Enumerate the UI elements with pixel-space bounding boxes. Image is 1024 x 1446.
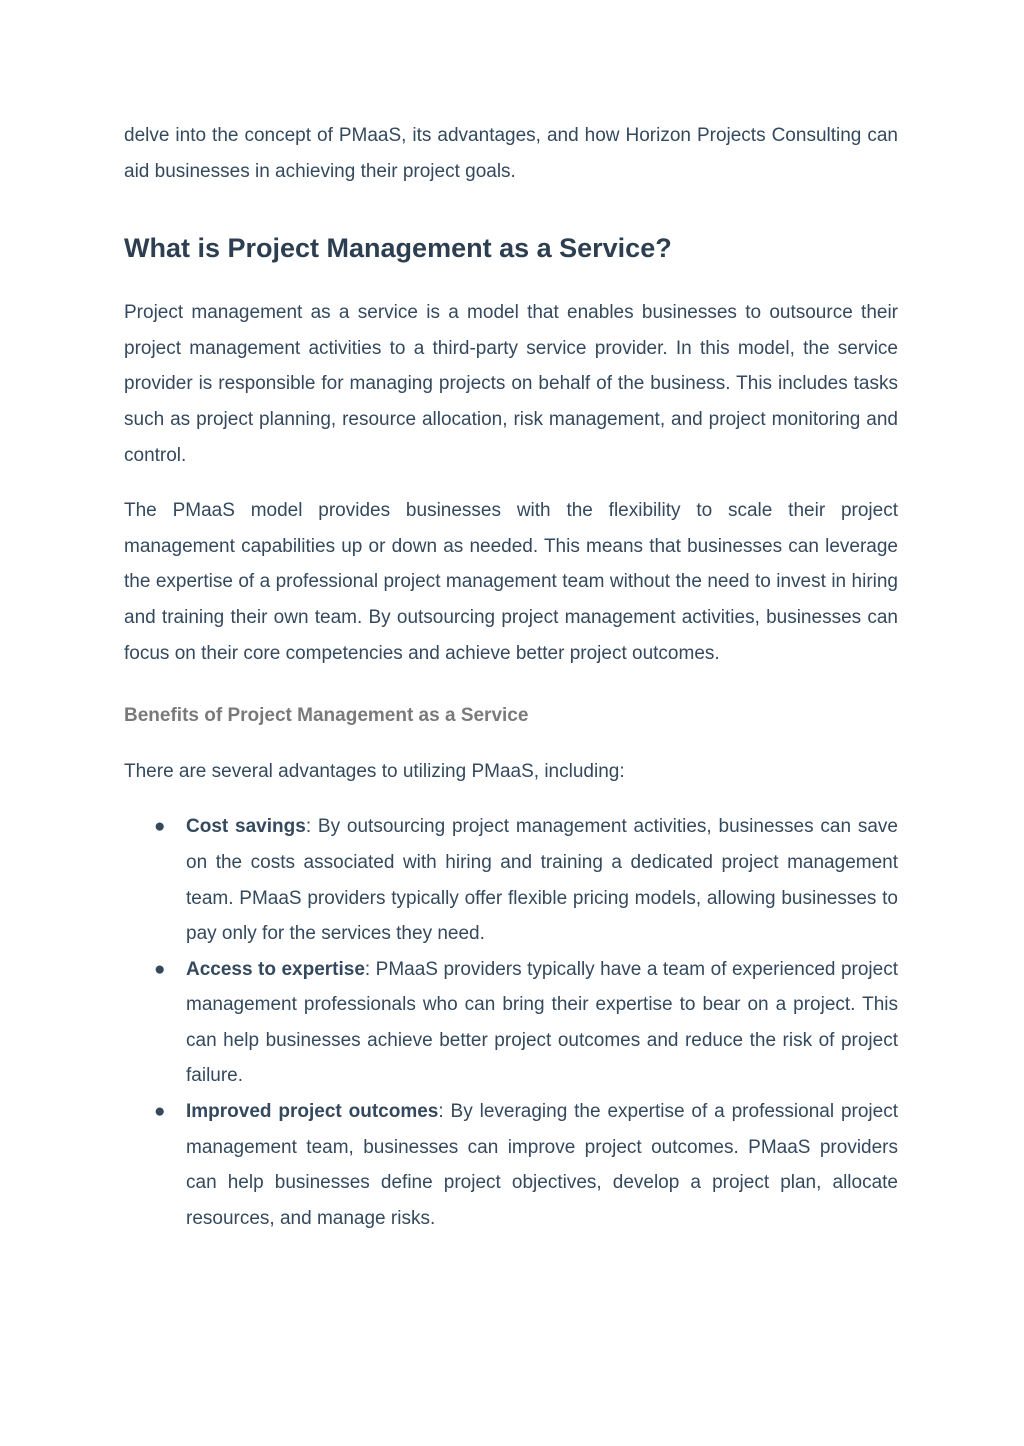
bullet-icon: ●	[154, 1101, 166, 1123]
benefits-list	[124, 809, 898, 1236]
list-item	[124, 809, 898, 951]
list-item	[124, 952, 898, 1094]
benefit-term: Access to expertise	[186, 958, 365, 980]
benefits-lead: There are several advantages to utilizing PMaaS, including:	[124, 760, 625, 782]
benefits-subheading: Benefits of Project Management as a Service	[124, 705, 529, 727]
bullet-icon: ●	[154, 958, 166, 980]
list-item	[124, 1094, 898, 1236]
benefit-term: Cost savings	[186, 816, 306, 838]
benefit-text: : PMaaS providers typically have a team of experienced project management professionals who can bring their expertise to bear on a project. This can help businesses achieve better project outcomes and reduce the risk of project failure.	[186, 958, 898, 1087]
document-page	[124, 118, 898, 1236]
definition-paragraph: Project management as a service is a model that enables businesses to outsource their project management activities to a third-party service provider. In this model, the service provider is responsible for managing projects on behalf of the business. This includes tasks such as project planning, resource allocation, risk management, and project monitoring and control.	[124, 302, 898, 466]
benefit-term: Improved project outcomes	[186, 1101, 439, 1123]
section-heading: What is Project Management as a Service?	[124, 233, 672, 264]
benefit-text: : By outsourcing project management activities, businesses can save on the costs associated with hiring and training a dedicated project management team. PMaaS providers typically offer flexible pricing models, allowing businesses to pay only for the services they need.	[186, 816, 898, 945]
intro-paragraph: delve into the concept of PMaaS, its advantages, and how Horizon Projects Consulting can aid businesses in achieving their project goals.	[124, 125, 898, 182]
bullet-icon: ●	[154, 816, 166, 838]
model-paragraph: The PMaaS model provides businesses with the flexibility to scale their project management capabilities up or down as needed. This means that businesses can leverage the expertise of a professional project management team without the need to invest in hiring and training their own team. By outsourcing project management activities, businesses can focus on their core competencies and achieve better project outcomes.	[124, 500, 898, 664]
benefit-text: : By leveraging the expertise of a professional project management team, businesses can improve project outcomes. PMaaS providers can help businesses define project objectives, develop a project plan, allocate resources, and manage risks.	[186, 1101, 898, 1229]
